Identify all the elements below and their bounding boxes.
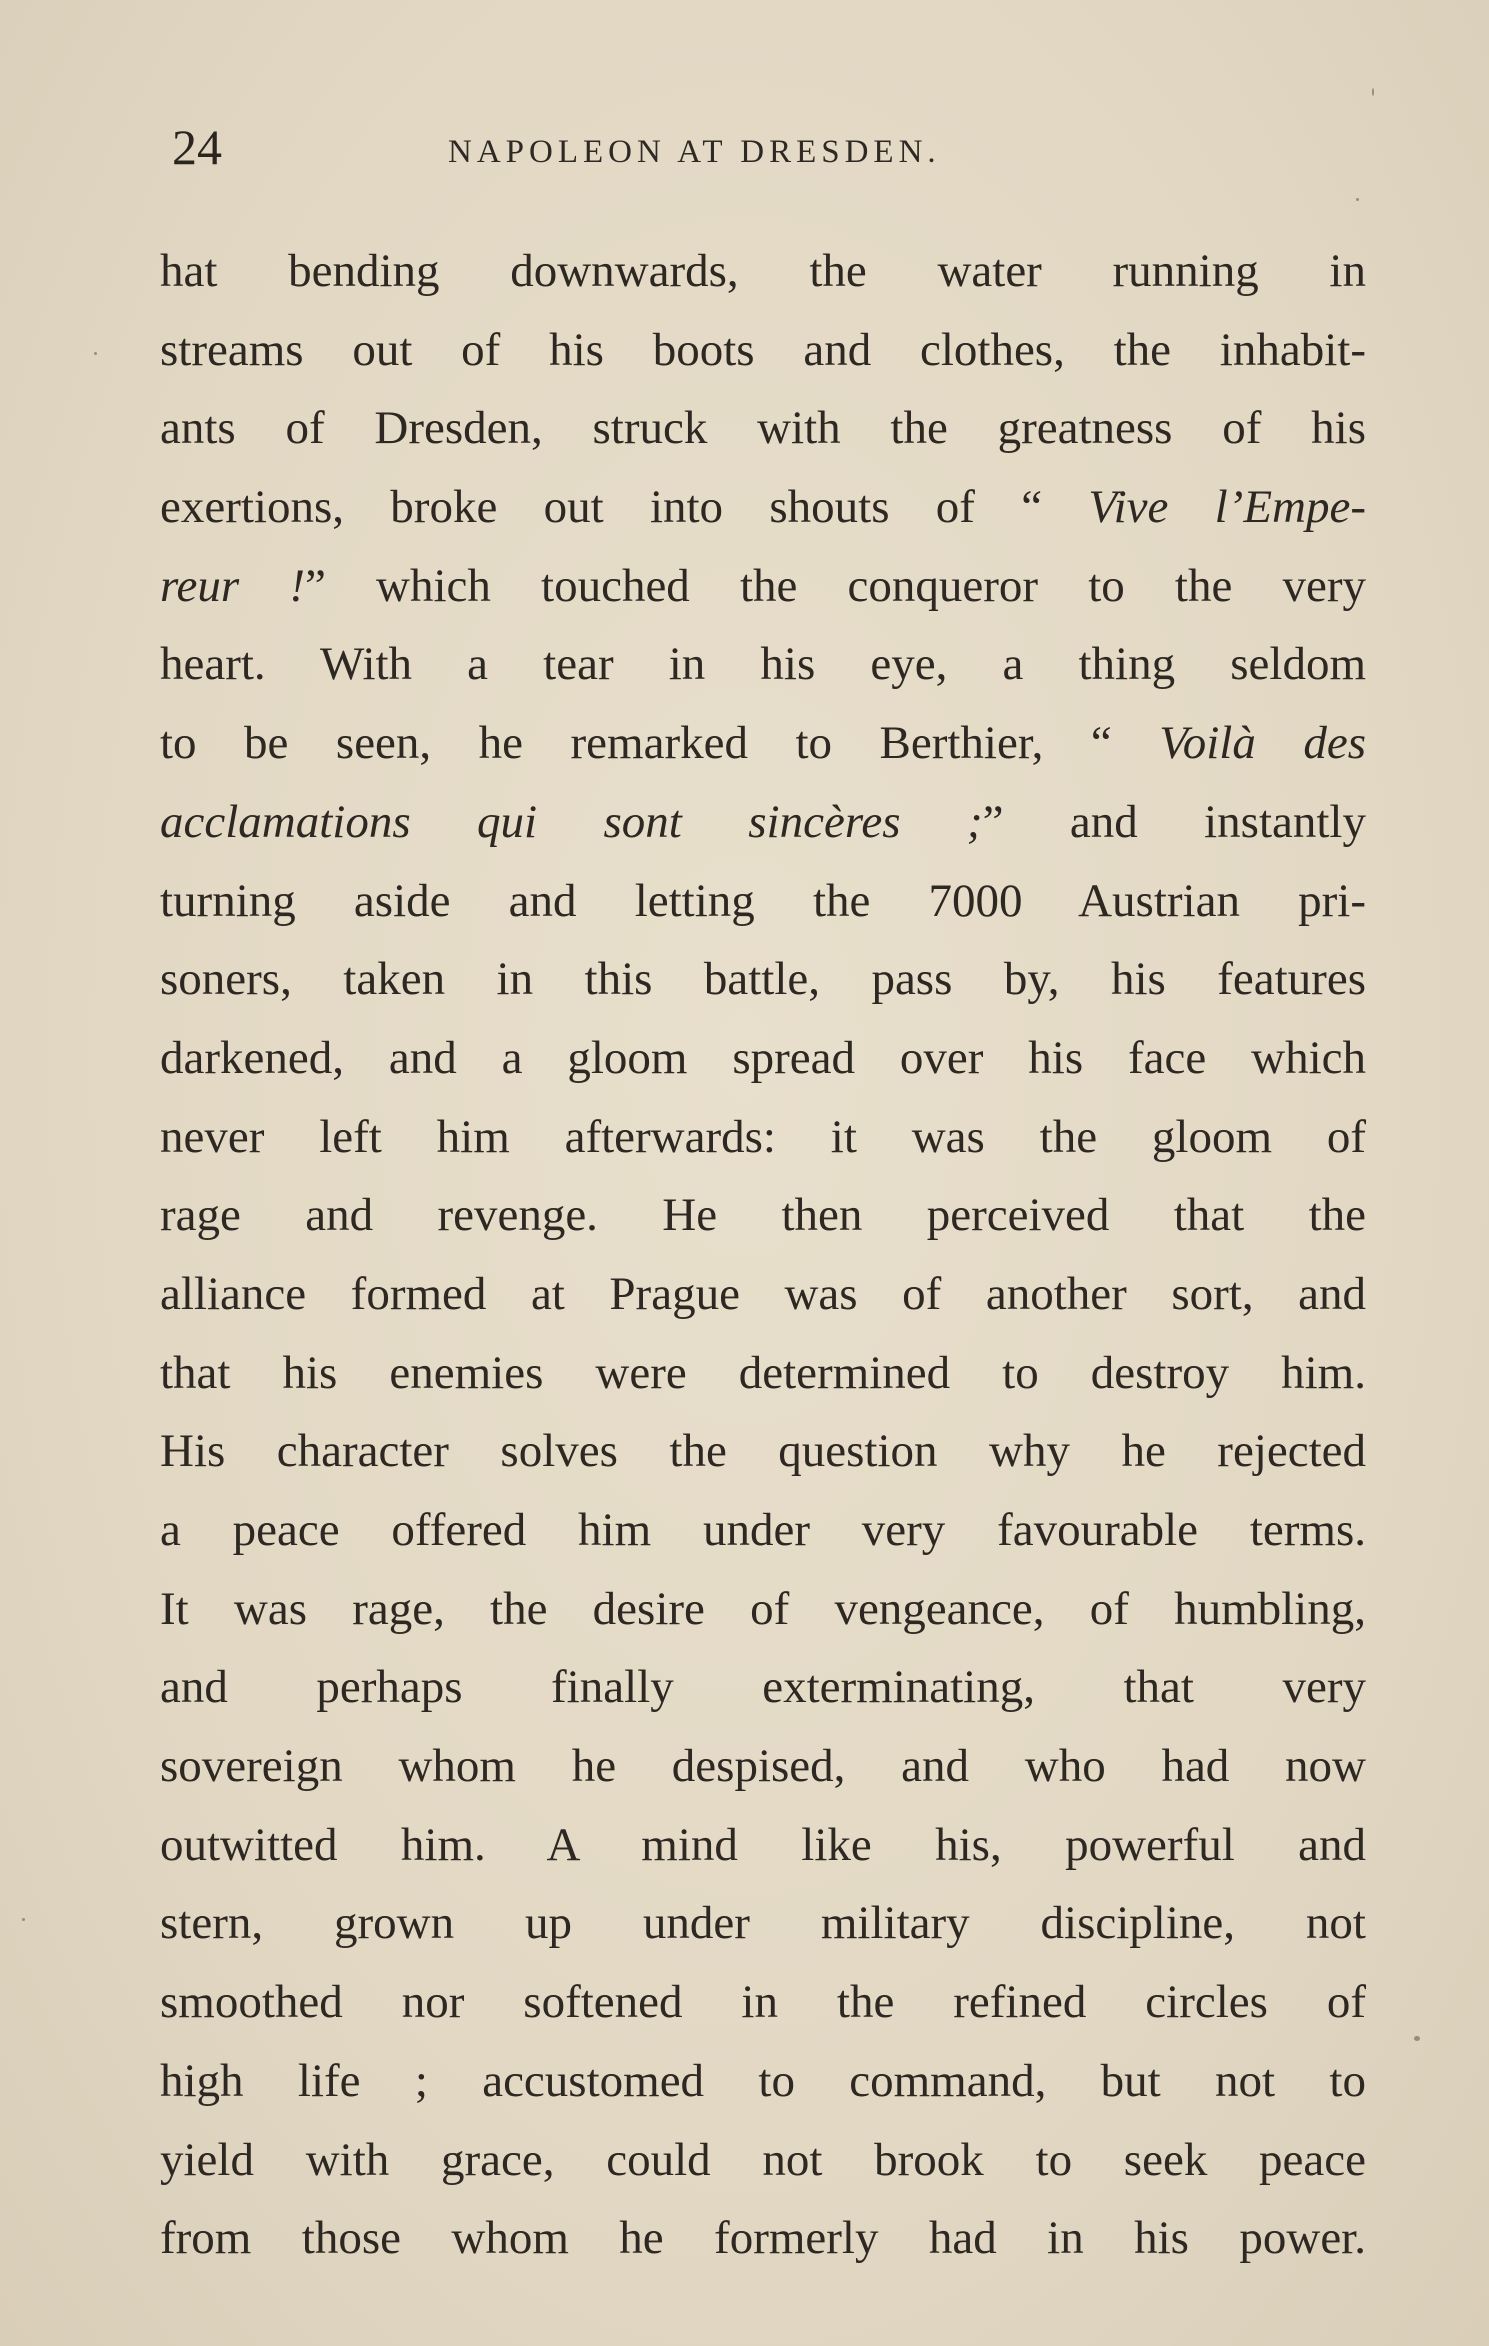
text-line: exertions, broke out into shouts of “ Vive l’Empe- — [160, 481, 1366, 534]
text-line: that his enemies were determined to destroy him. — [160, 1346, 1366, 1399]
text-line: rage and revenge. He then perceived that the — [160, 1189, 1366, 1242]
paper-speck — [1414, 2036, 1420, 2041]
text-line: acclamations qui sont sincères ;” and instantly — [160, 795, 1366, 848]
text-line: heart. With a tear in his eye, a thing seldom — [160, 638, 1366, 691]
text-line: His character solves the question why he rejected — [160, 1425, 1366, 1478]
text-line: streams out of his boots and clothes, the inhabit- — [160, 323, 1366, 376]
text-line: reur !” which touched the conqueror to the very — [160, 559, 1366, 612]
text-line: from those whom he formerly had in his power. — [160, 2212, 1366, 2265]
text-line: and perhaps finally exterminating, that very — [160, 1661, 1366, 1714]
paper-speck — [94, 352, 97, 355]
paper-speck — [22, 1918, 25, 1921]
page-header — [168, 118, 1368, 188]
text-line: high life ; accustomed to command, but not to — [160, 2054, 1366, 2107]
text-line: ants of Dresden, struck with the greatness of his — [160, 402, 1366, 455]
running-head: NAPOLEON AT DRESDEN. — [448, 134, 941, 170]
text-line: a peace offered him under very favourable terms. — [160, 1504, 1366, 1556]
text-line: sovereign whom he despised, and who had now — [160, 1740, 1366, 1793]
text-line: hat bending downwards, the water running in — [160, 245, 1366, 297]
page-number: 24 — [172, 119, 222, 175]
paper-speck — [1372, 88, 1374, 96]
text-line: It was rage, the desire of vengeance, of humbling, — [160, 1582, 1366, 1635]
text-line: alliance formed at Prague was of another sort, and — [160, 1267, 1366, 1320]
text-line: soners, taken in this battle, pass by, his features — [160, 953, 1366, 1006]
text-line: never left him afterwards: it was the gloom of — [160, 1110, 1366, 1163]
text-line: to be seen, he remarked to Berthier, “ Voilà des — [160, 717, 1366, 770]
text-line: yield with grace, could not brook to seek peace — [160, 2133, 1366, 2186]
text-line: outwitted him. A mind like his, powerful and — [160, 1818, 1366, 1871]
body-text — [160, 232, 1366, 2278]
paper-speck — [1356, 198, 1359, 201]
text-line: smoothed nor softened in the refined circles of — [160, 1976, 1366, 2029]
text-line: stern, grown up under military discipline, not — [160, 1897, 1366, 1950]
text-line: turning aside and letting the 7000 Austrian pri- — [160, 874, 1366, 927]
text-line: darkened, and a gloom spread over his face which — [160, 1031, 1366, 1084]
